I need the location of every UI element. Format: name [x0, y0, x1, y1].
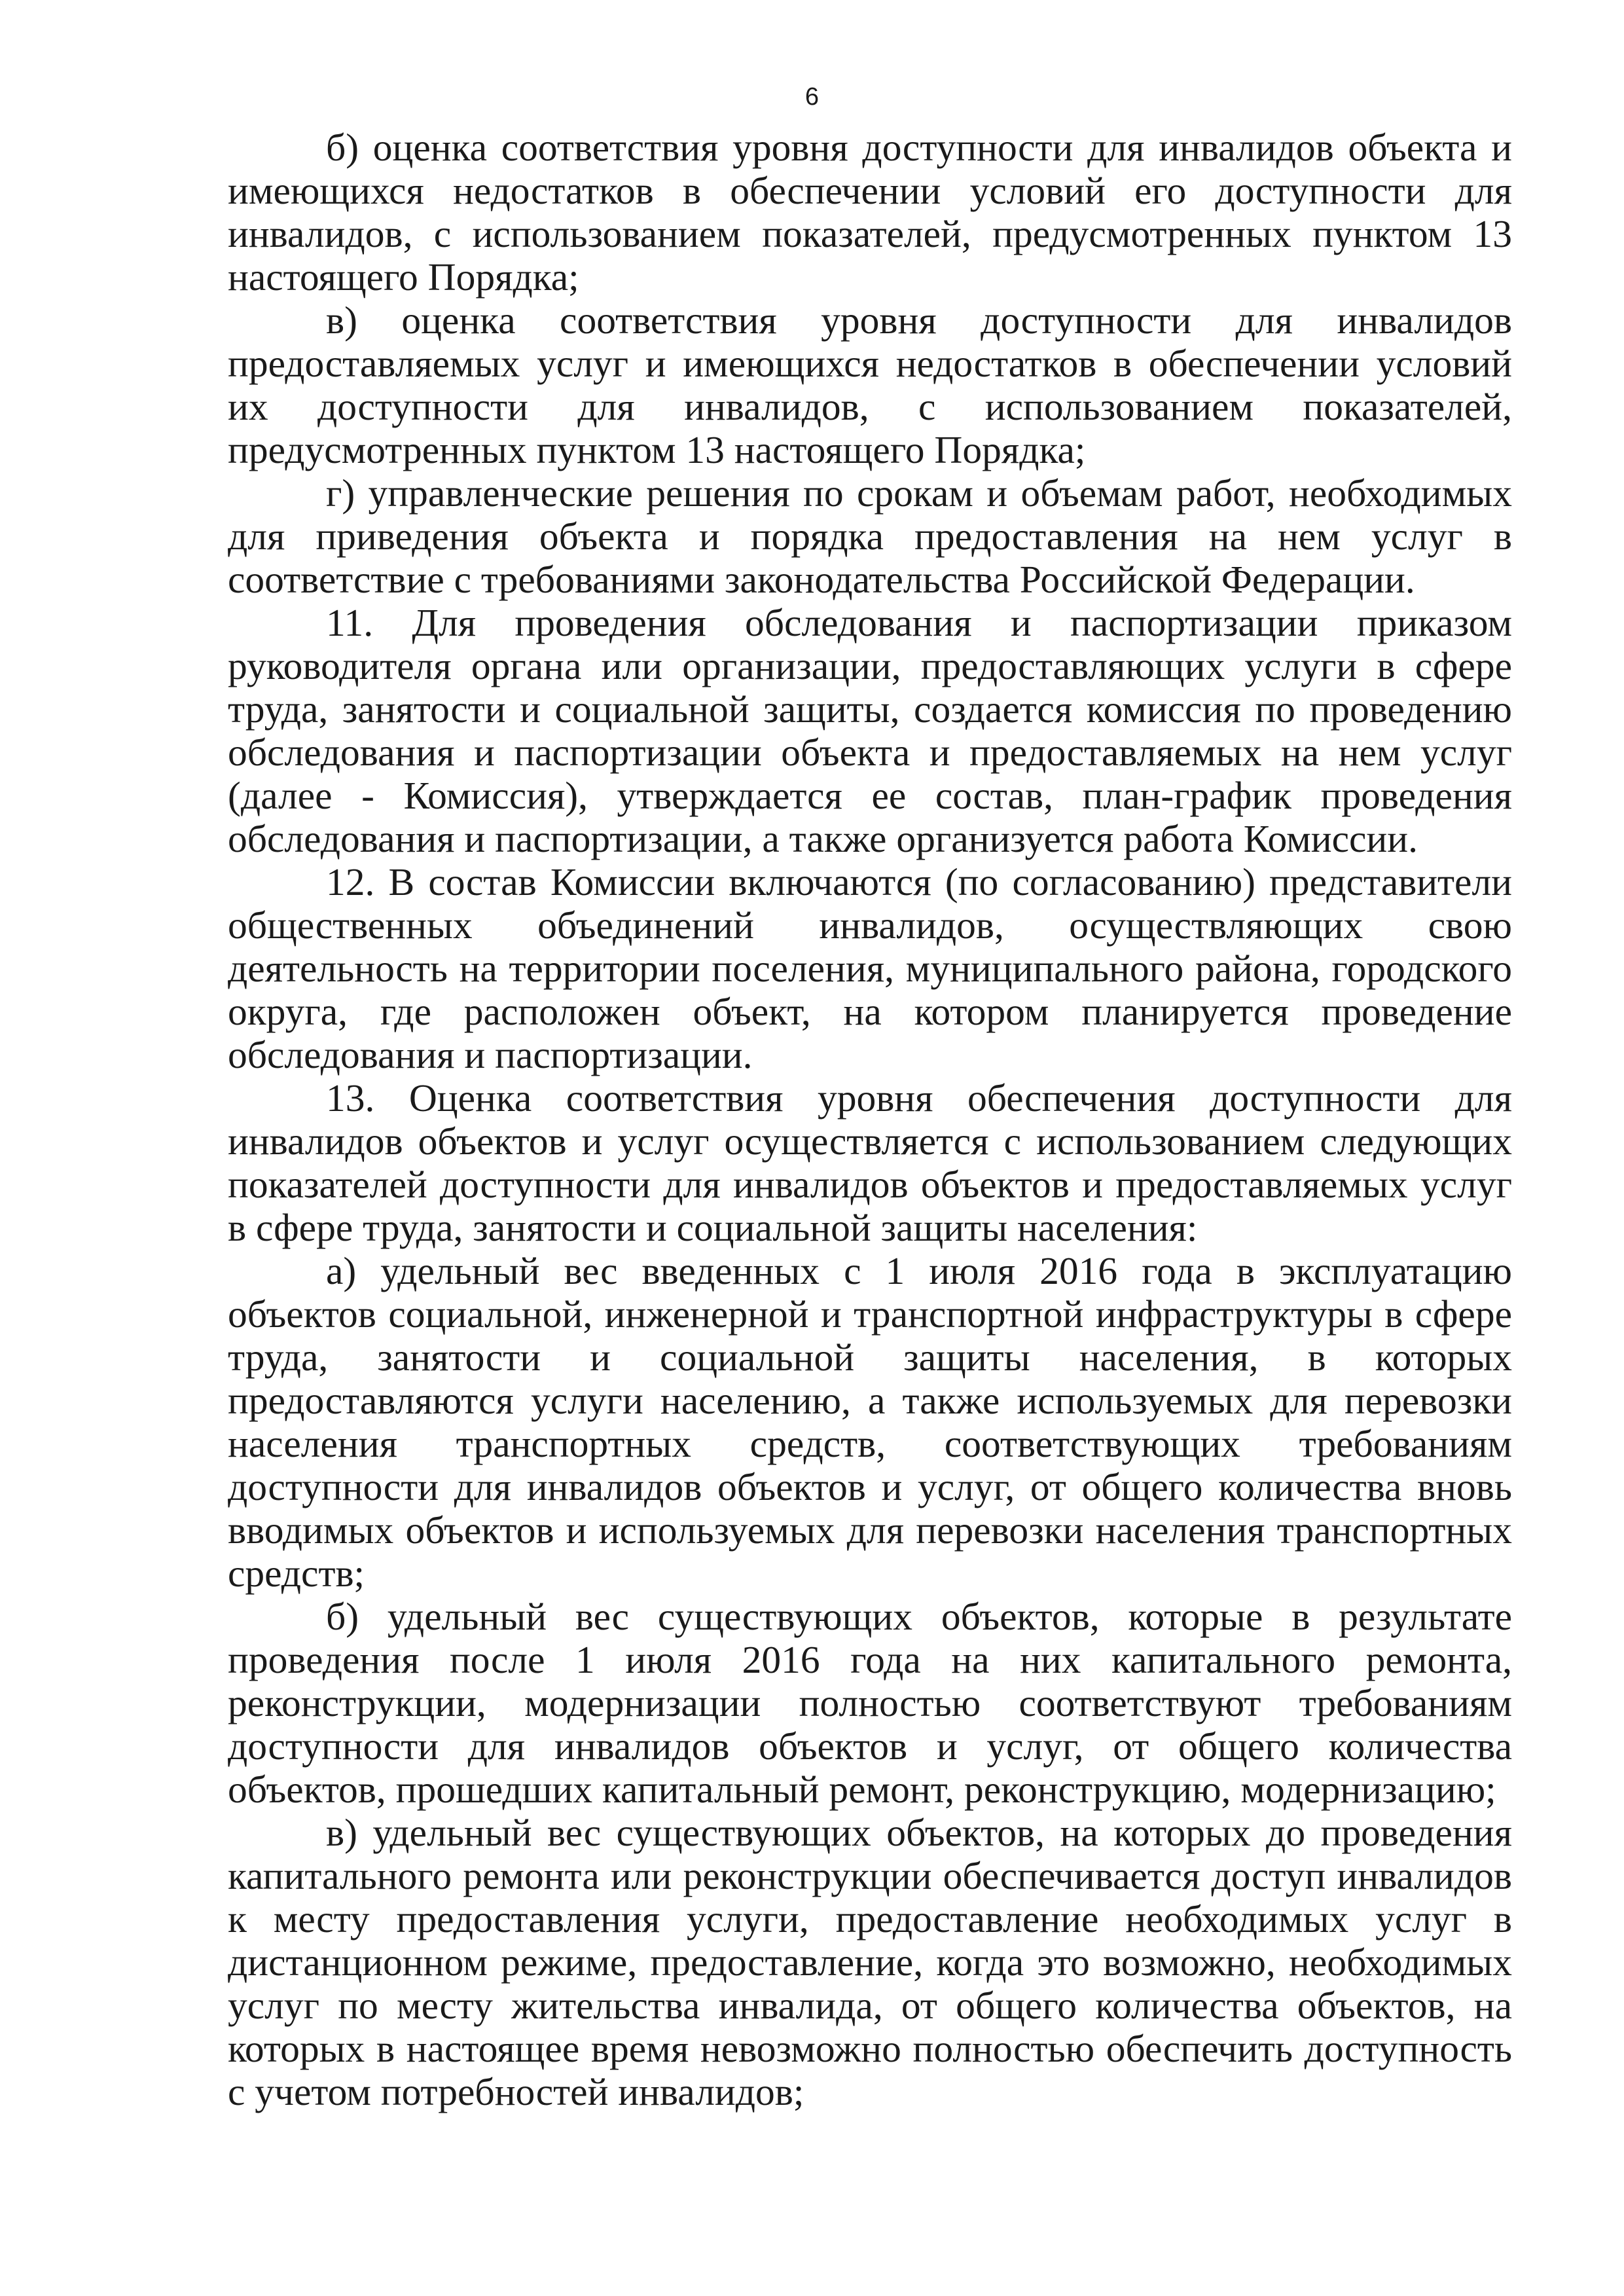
paragraph-g-management-decisions: г) управленческие решения по срокам и объемам работ, необходимых для приведения объекта и порядка предоставления на нем услуг в соответствие с требованиями законодательства Российской Федерации. [228, 471, 1512, 601]
paragraph-13b-renovated-objects: б) удельный вес существующих объектов, которые в результате проведения после 1 июля 2016 года на них капитального ремонта, реконструкции, модернизации полностью соответствуют требованиям доступности для инвалидов объектов и услуг, от общего количества объектов, прошедших капитальный ремонт, реконструкцию, модернизацию; [228, 1595, 1512, 1811]
paragraph-13v-existing-objects: в) удельный вес существующих объектов, на которых до проведения капитального ремонта или реконструкции обеспечивается доступ инвалидов к месту предоставления услуги, предоставление необходимых услуг в дистанционном режиме, предоставление, когда это возможно, необходимых услуг по месту жительства инвалида, от общего количества объектов, на которых в настоящее время невозможно полностью обеспечить доступность с учетом потребностей инвалидов; [228, 1811, 1512, 2113]
paragraph-13-indicators: 13. Оценка соответствия уровня обеспечения доступности для инвалидов объектов и услуг осуществляется с использованием следующих показателей доступности для инвалидов объектов и предоставляемых услуг в сфере труда, занятости и социальной защиты населения: [228, 1076, 1512, 1249]
document-body [228, 126, 1512, 2113]
paragraph-13a-new-objects: а) удельный вес введенных с 1 июля 2016 года в эксплуатацию объектов социальной, инженерной и транспортной инфраструктуры в сфере труда, занятости и социальной защиты населения, в которых предоставляются услуги населению, а также используемых для перевозки населения транспортных средств, соответствующих требованиям доступности для инвалидов объектов и услуг, от общего количества вновь вводимых объектов и используемых для перевозки населения транспортных средств; [228, 1249, 1512, 1595]
paragraph-v-services-assessment: в) оценка соответствия уровня доступности для инвалидов предоставляемых услуг и имеющихся недостатков в обеспечении условий их доступности для инвалидов, с использованием показателей, предусмотренных пунктом 13 настоящего Порядка; [228, 299, 1512, 471]
paragraph-b-object-assessment: б) оценка соответствия уровня доступности для инвалидов объекта и имеющихся недостатков в обеспечении условий его доступности для инвалидов, с использованием показателей, предусмотренных пунктом 13 настоящего Порядка; [228, 126, 1512, 299]
paragraph-11-commission: 11. Для проведения обследования и паспортизации приказом руководителя органа или организации, предоставляющих услуги в сфере труда, занятости и социальной защиты, создается комиссия по проведению обследования и паспортизации объекта и предоставляемых на нем услуг (далее - Комиссия), утверждается ее состав, план-график проведения обследования и паспортизации, а также организуется работа Комиссии. [228, 601, 1512, 860]
paragraph-12-commission-members: 12. В состав Комиссии включаются (по согласованию) представители общественных объединений инвалидов, осуществляющих свою деятельность на территории поселения, муниципального района, городского округа, где расположен объект, на котором планируется проведение обследования и паспортизации. [228, 860, 1512, 1076]
page-number: 6 [804, 83, 820, 111]
